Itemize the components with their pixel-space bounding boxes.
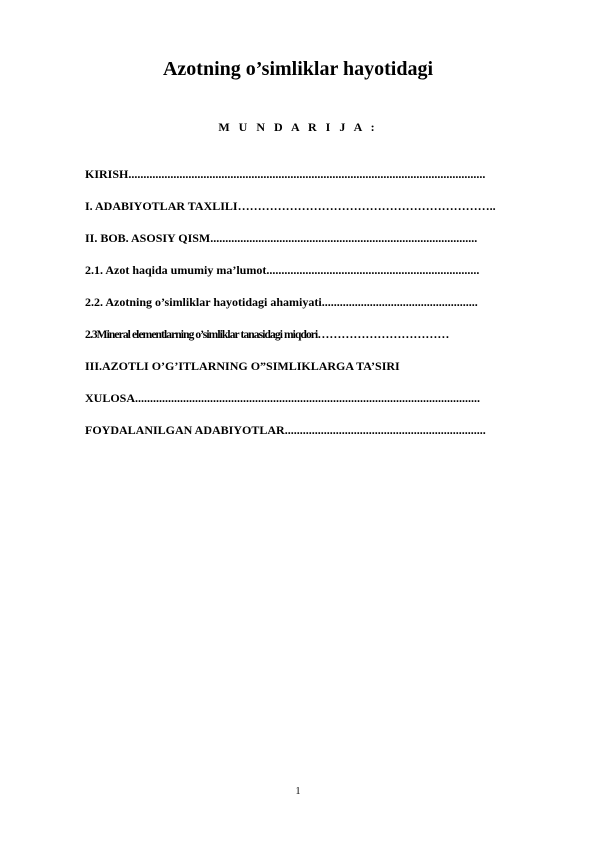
- toc-dot-leader: .......................................................................................................................: [128, 167, 486, 181]
- toc-dot-leader: ...................................................................................................................: [135, 391, 481, 405]
- contents-heading: M U N D A R I J A :: [218, 120, 378, 134]
- toc-entry-label: FOYDALANILGAN ADABIYOTLAR: [85, 423, 285, 437]
- toc-entry-main-chapter: [85, 228, 540, 260]
- toc-entry-label: 2.3Mineral elementlarning o’simliklar tanasidagi miqdori: [85, 329, 318, 341]
- toc-entry-label: KIRISH: [85, 167, 129, 181]
- toc-entry-label: II. BOB. ASOSIY QISM: [85, 231, 211, 245]
- toc-entry-introduction: [85, 164, 555, 196]
- toc-entry-label: I. ADABIYOTLAR TAXLILI: [85, 199, 238, 213]
- toc-entry-literature-review: [85, 196, 547, 228]
- document-title: Azotning o’simliklar hayotidagi: [162, 58, 434, 80]
- toc-entry-section-2-3: [85, 324, 537, 356]
- toc-dot-leader: ………………………………………………………..: [237, 199, 496, 213]
- toc-entry-label: 2.2. Azotning o’simliklar hayotidagi ahamiyati: [85, 295, 322, 309]
- page-number: 1: [295, 786, 301, 797]
- toc-entry-label: XULOSA: [85, 391, 136, 405]
- toc-dot-leader: .......................................................................: [266, 263, 480, 277]
- toc-entry-section-2-1: [85, 260, 538, 292]
- toc-entry-chapter-3: [85, 356, 525, 388]
- toc-dot-leader: ...................................................................: [284, 423, 486, 437]
- toc-dot-leader: .........................................................................................: [210, 231, 478, 245]
- toc-dot-leader: ....................................................: [321, 295, 478, 309]
- toc-entry-section-2-2: [85, 292, 541, 324]
- toc-entry-references: [85, 420, 548, 452]
- toc-entry-label: 2.1. Azot haqida umumiy ma’lumot: [85, 263, 267, 277]
- toc-entry-conclusion: [85, 388, 550, 420]
- toc-entry-label: III.AZOTLI O’G’ITLARNING O”SIMLIKLARGA TA’SIRI: [85, 359, 400, 373]
- toc-dot-leader: ……………………………: [317, 327, 450, 341]
- table-of-contents: [85, 164, 555, 452]
